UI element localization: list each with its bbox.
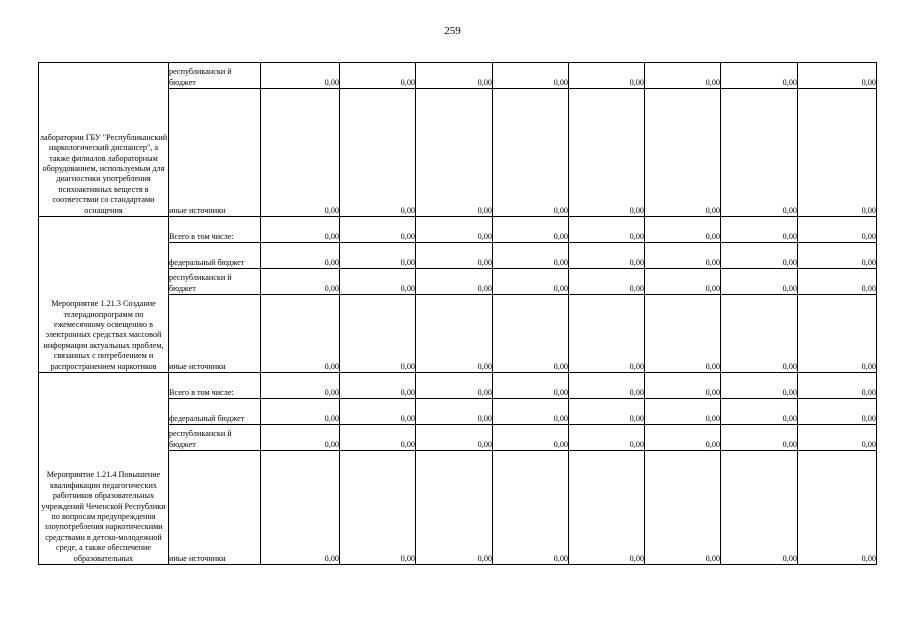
amount-cell: 0,00 [261,295,340,373]
table-row [39,217,877,243]
amount-cell: 0,00 [798,373,877,399]
amount-cell: 0,00 [493,373,569,399]
amount-cell: 0,00 [569,243,645,269]
amount-cell: 0,00 [416,89,493,217]
amount-cell: 0,00 [493,89,569,217]
amount-cell: 0,00 [721,399,798,425]
amount-cell: 0,00 [493,425,569,451]
amount-cell: 0,00 [798,451,877,565]
funding-table-body [39,63,877,565]
amount-cell: 0,00 [416,399,493,425]
activity-description: Мероприятие 1.21.3 Создание телерадиопрограмм по ежемесячному освещению в электронных средствах массовой информации актуальных проблем, связанных с потреблением и распространением наркотиков [39,217,169,373]
amount-cell: 0,00 [645,373,721,399]
amount-cell: 0,00 [645,89,721,217]
amount-cell: 0,00 [340,217,416,243]
amount-cell: 0,00 [340,373,416,399]
amount-cell: 0,00 [261,243,340,269]
amount-cell: 0,00 [340,425,416,451]
amount-cell: 0,00 [721,89,798,217]
activity-description: Мероприятие 1.21.4 Повышение квалификации педагогических работников образовательных учреждений Чеченской Республики по вопросам предупреждения злоупотребления наркотическими средствами в детско-молодежной среде, а также обеспечение образовательных [39,373,169,565]
amount-cell: 0,00 [721,217,798,243]
amount-cell: 0,00 [798,217,877,243]
amount-cell: 0,00 [493,243,569,269]
amount-cell: 0,00 [261,89,340,217]
amount-cell: 0,00 [721,269,798,295]
amount-cell: 0,00 [416,217,493,243]
funding-table [38,62,877,565]
amount-cell: 0,00 [721,243,798,269]
amount-cell: 0,00 [569,425,645,451]
activity-description: лаборатории ГБУ "Республиканский наркологический диспансер", а также филиалов лабораторным оборудованием, используемым для диагностики употребления психоактивных веществ в соответствии со стандартами оснащения [39,63,169,217]
amount-cell: 0,00 [261,63,340,89]
amount-cell: 0,00 [645,425,721,451]
amount-cell: 0,00 [340,89,416,217]
amount-cell: 0,00 [645,451,721,565]
amount-cell: 0,00 [645,399,721,425]
funding-source-label: иные источники [169,451,261,565]
amount-cell: 0,00 [340,243,416,269]
amount-cell: 0,00 [493,399,569,425]
page-number: 259 [444,25,461,37]
amount-cell: 0,00 [340,63,416,89]
amount-cell: 0,00 [416,63,493,89]
funding-source-label: иные источники [169,295,261,373]
amount-cell: 0,00 [569,89,645,217]
table-row [39,373,877,399]
amount-cell: 0,00 [645,217,721,243]
amount-cell: 0,00 [340,295,416,373]
amount-cell: 0,00 [721,63,798,89]
amount-cell: 0,00 [493,451,569,565]
amount-cell: 0,00 [340,399,416,425]
funding-source-label: иные источники [169,89,261,217]
funding-source-label: республикански й бюджет [169,425,261,451]
amount-cell: 0,00 [721,451,798,565]
amount-cell: 0,00 [261,217,340,243]
amount-cell: 0,00 [798,295,877,373]
amount-cell: 0,00 [569,295,645,373]
amount-cell: 0,00 [721,425,798,451]
amount-cell: 0,00 [645,243,721,269]
funding-source-label: федеральный бюджет [169,399,261,425]
amount-cell: 0,00 [569,269,645,295]
amount-cell: 0,00 [261,373,340,399]
amount-cell: 0,00 [798,243,877,269]
amount-cell: 0,00 [798,399,877,425]
amount-cell: 0,00 [493,217,569,243]
amount-cell: 0,00 [340,451,416,565]
amount-cell: 0,00 [261,269,340,295]
amount-cell: 0,00 [721,295,798,373]
amount-cell: 0,00 [569,399,645,425]
amount-cell: 0,00 [798,425,877,451]
amount-cell: 0,00 [493,63,569,89]
amount-cell: 0,00 [798,269,877,295]
amount-cell: 0,00 [645,269,721,295]
amount-cell: 0,00 [261,399,340,425]
funding-source-label: республикански й бюджет [169,269,261,295]
amount-cell: 0,00 [261,425,340,451]
amount-cell: 0,00 [416,451,493,565]
amount-cell: 0,00 [569,373,645,399]
funding-source-label: республикански й бюджет [169,63,261,89]
amount-cell: 0,00 [493,295,569,373]
amount-cell: 0,00 [340,269,416,295]
amount-cell: 0,00 [798,63,877,89]
funding-source-label: Всего в том числе: [169,373,261,399]
amount-cell: 0,00 [261,451,340,565]
funding-source-label: Всего в том числе: [169,217,261,243]
amount-cell: 0,00 [569,63,645,89]
amount-cell: 0,00 [416,425,493,451]
amount-cell: 0,00 [416,243,493,269]
amount-cell: 0,00 [569,217,645,243]
amount-cell: 0,00 [645,63,721,89]
amount-cell: 0,00 [416,269,493,295]
amount-cell: 0,00 [721,373,798,399]
amount-cell: 0,00 [798,89,877,217]
amount-cell: 0,00 [416,373,493,399]
amount-cell: 0,00 [416,295,493,373]
funding-source-label: федеральный бюджет [169,243,261,269]
amount-cell: 0,00 [645,295,721,373]
table-row [39,63,877,89]
amount-cell: 0,00 [493,269,569,295]
amount-cell: 0,00 [569,451,645,565]
